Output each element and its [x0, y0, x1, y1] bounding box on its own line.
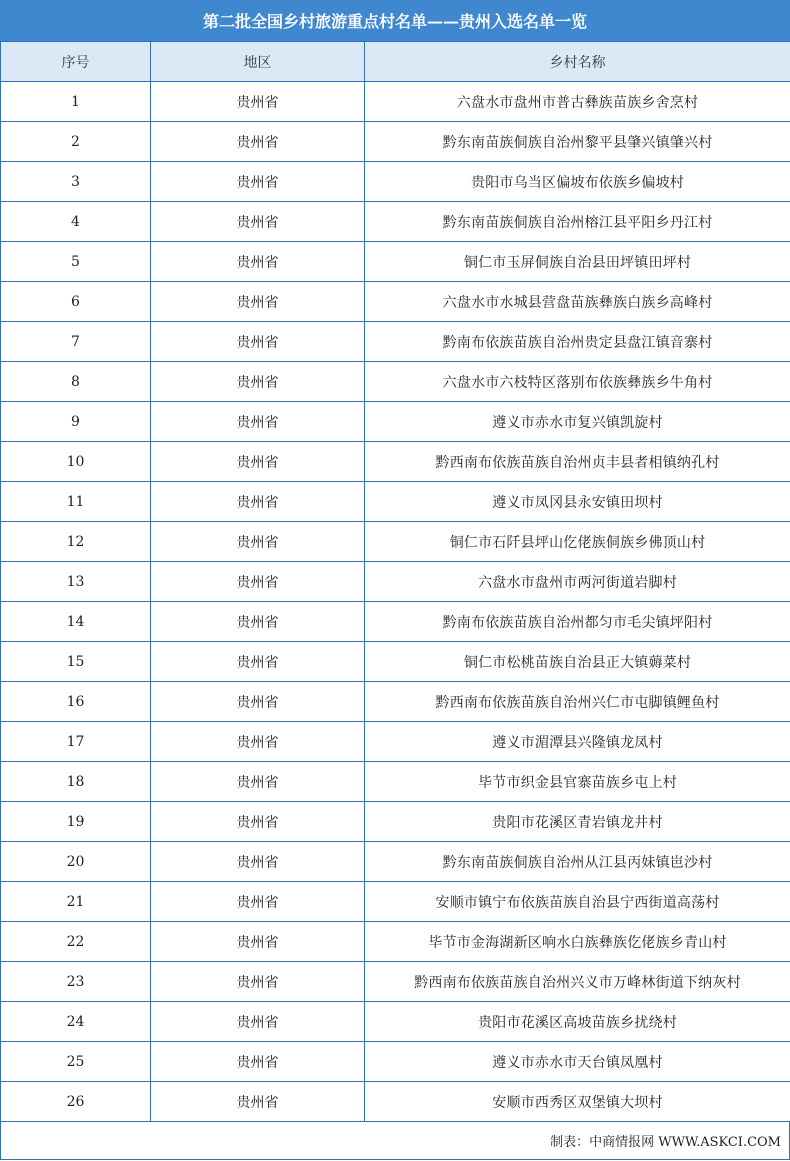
row-region: 贵州省	[151, 402, 365, 442]
row-number: 13	[1, 562, 151, 602]
row-village-name: 遵义市赤水市天台镇凤凰村	[365, 1042, 790, 1082]
row-region: 贵州省	[151, 562, 365, 602]
row-region: 贵州省	[151, 122, 365, 162]
row-number: 18	[1, 762, 151, 802]
table-row	[1, 1042, 790, 1082]
row-number: 20	[1, 842, 151, 882]
row-village-name: 铜仁市玉屏侗族自治县田坪镇田坪村	[365, 242, 790, 282]
table-row	[1, 722, 790, 762]
row-region: 贵州省	[151, 442, 365, 482]
row-village-name: 毕节市金海湖新区响水白族彝族仡佬族乡青山村	[365, 922, 790, 962]
table-title: 第二批全国乡村旅游重点村名单——贵州入选名单一览	[0, 0, 790, 41]
row-village-name: 遵义市湄潭县兴隆镇龙凤村	[365, 722, 790, 762]
table-row	[1, 162, 790, 202]
table-row	[1, 522, 790, 562]
village-table	[0, 41, 790, 1122]
row-number: 15	[1, 642, 151, 682]
row-village-name: 安顺市镇宁布依族苗族自治县宁西街道高荡村	[365, 882, 790, 922]
row-number: 8	[1, 362, 151, 402]
row-number: 25	[1, 1042, 151, 1082]
row-village-name: 遵义市赤水市复兴镇凯旋村	[365, 402, 790, 442]
row-region: 贵州省	[151, 1082, 365, 1122]
table-row	[1, 202, 790, 242]
table-row	[1, 362, 790, 402]
row-region: 贵州省	[151, 642, 365, 682]
table-row	[1, 962, 790, 1002]
row-number: 7	[1, 322, 151, 362]
row-number: 6	[1, 282, 151, 322]
row-village-name: 黔东南苗族侗族自治州榕江县平阳乡丹江村	[365, 202, 790, 242]
table-row	[1, 282, 790, 322]
row-number: 24	[1, 1002, 151, 1042]
row-village-name: 六盘水市盘州市两河街道岩脚村	[365, 562, 790, 602]
row-region: 贵州省	[151, 602, 365, 642]
row-region: 贵州省	[151, 882, 365, 922]
row-village-name: 黔南布依族苗族自治州都匀市毛尖镇坪阳村	[365, 602, 790, 642]
header-number: 序号	[1, 42, 151, 82]
table-row	[1, 122, 790, 162]
table-row	[1, 922, 790, 962]
row-region: 贵州省	[151, 682, 365, 722]
table-row	[1, 762, 790, 802]
row-village-name: 铜仁市石阡县坪山仡佬族侗族乡佛顶山村	[365, 522, 790, 562]
header-row	[1, 42, 790, 82]
row-village-name: 安顺市西秀区双堡镇大坝村	[365, 1082, 790, 1122]
row-number: 3	[1, 162, 151, 202]
row-number: 11	[1, 482, 151, 522]
table-row	[1, 602, 790, 642]
row-village-name: 毕节市织金县官寨苗族乡屯上村	[365, 762, 790, 802]
row-region: 贵州省	[151, 162, 365, 202]
row-region: 贵州省	[151, 722, 365, 762]
row-number: 14	[1, 602, 151, 642]
table-row	[1, 1002, 790, 1042]
row-village-name: 黔西南布依族苗族自治州兴义市万峰林街道下纳灰村	[365, 962, 790, 1002]
row-number: 2	[1, 122, 151, 162]
row-number: 23	[1, 962, 151, 1002]
row-region: 贵州省	[151, 82, 365, 122]
row-region: 贵州省	[151, 482, 365, 522]
row-village-name: 铜仁市松桃苗族自治县正大镇薅菜村	[365, 642, 790, 682]
row-region: 贵州省	[151, 842, 365, 882]
row-village-name: 黔南布依族苗族自治州贵定县盘江镇音寨村	[365, 322, 790, 362]
table-row	[1, 322, 790, 362]
row-village-name: 六盘水市盘州市普古彝族苗族乡舍烹村	[365, 82, 790, 122]
row-number: 9	[1, 402, 151, 442]
row-region: 贵州省	[151, 522, 365, 562]
row-region: 贵州省	[151, 1002, 365, 1042]
table-body	[1, 82, 790, 1122]
source-footer	[0, 1121, 790, 1160]
row-village-name: 贵阳市花溪区高坡苗族乡扰绕村	[365, 1002, 790, 1042]
row-number: 5	[1, 242, 151, 282]
row-region: 贵州省	[151, 202, 365, 242]
row-number: 4	[1, 202, 151, 242]
row-number: 22	[1, 922, 151, 962]
row-village-name: 黔西南布依族苗族自治州贞丰县者相镇纳孔村	[365, 442, 790, 482]
row-village-name: 六盘水市水城县营盘苗族彝族白族乡高峰村	[365, 282, 790, 322]
row-number: 19	[1, 802, 151, 842]
table-row	[1, 482, 790, 522]
table-row	[1, 402, 790, 442]
table-row	[1, 562, 790, 602]
row-number: 21	[1, 882, 151, 922]
row-village-name: 黔西南布依族苗族自治州兴仁市屯脚镇鲤鱼村	[365, 682, 790, 722]
row-region: 贵州省	[151, 242, 365, 282]
row-village-name: 六盘水市六枝特区落别布依族彝族乡牛角村	[365, 362, 790, 402]
table-row	[1, 442, 790, 482]
row-number: 10	[1, 442, 151, 482]
table-row	[1, 842, 790, 882]
row-number: 26	[1, 1082, 151, 1122]
header-region: 地区	[151, 42, 365, 82]
row-region: 贵州省	[151, 962, 365, 1002]
row-village-name: 贵阳市乌当区偏坡布依族乡偏坡村	[365, 162, 790, 202]
row-region: 贵州省	[151, 1042, 365, 1082]
row-region: 贵州省	[151, 322, 365, 362]
table-row	[1, 802, 790, 842]
table-row	[1, 882, 790, 922]
source-text: 制表：中商情报网 WWW.ASKCI.COM	[550, 1134, 781, 1150]
row-village-name: 遵义市凤冈县永安镇田坝村	[365, 482, 790, 522]
row-number: 12	[1, 522, 151, 562]
table-row	[1, 242, 790, 282]
row-region: 贵州省	[151, 802, 365, 842]
row-region: 贵州省	[151, 282, 365, 322]
row-number: 1	[1, 82, 151, 122]
table-row	[1, 1082, 790, 1122]
table-row	[1, 682, 790, 722]
row-number: 16	[1, 682, 151, 722]
row-village-name: 贵阳市花溪区青岩镇龙井村	[365, 802, 790, 842]
row-region: 贵州省	[151, 362, 365, 402]
row-region: 贵州省	[151, 922, 365, 962]
row-village-name: 黔东南苗族侗族自治州从江县丙妹镇岜沙村	[365, 842, 790, 882]
row-number: 17	[1, 722, 151, 762]
header-village-name: 乡村名称	[365, 42, 790, 82]
row-region: 贵州省	[151, 762, 365, 802]
table-row	[1, 82, 790, 122]
table-row	[1, 642, 790, 682]
row-village-name: 黔东南苗族侗族自治州黎平县肇兴镇肇兴村	[365, 122, 790, 162]
